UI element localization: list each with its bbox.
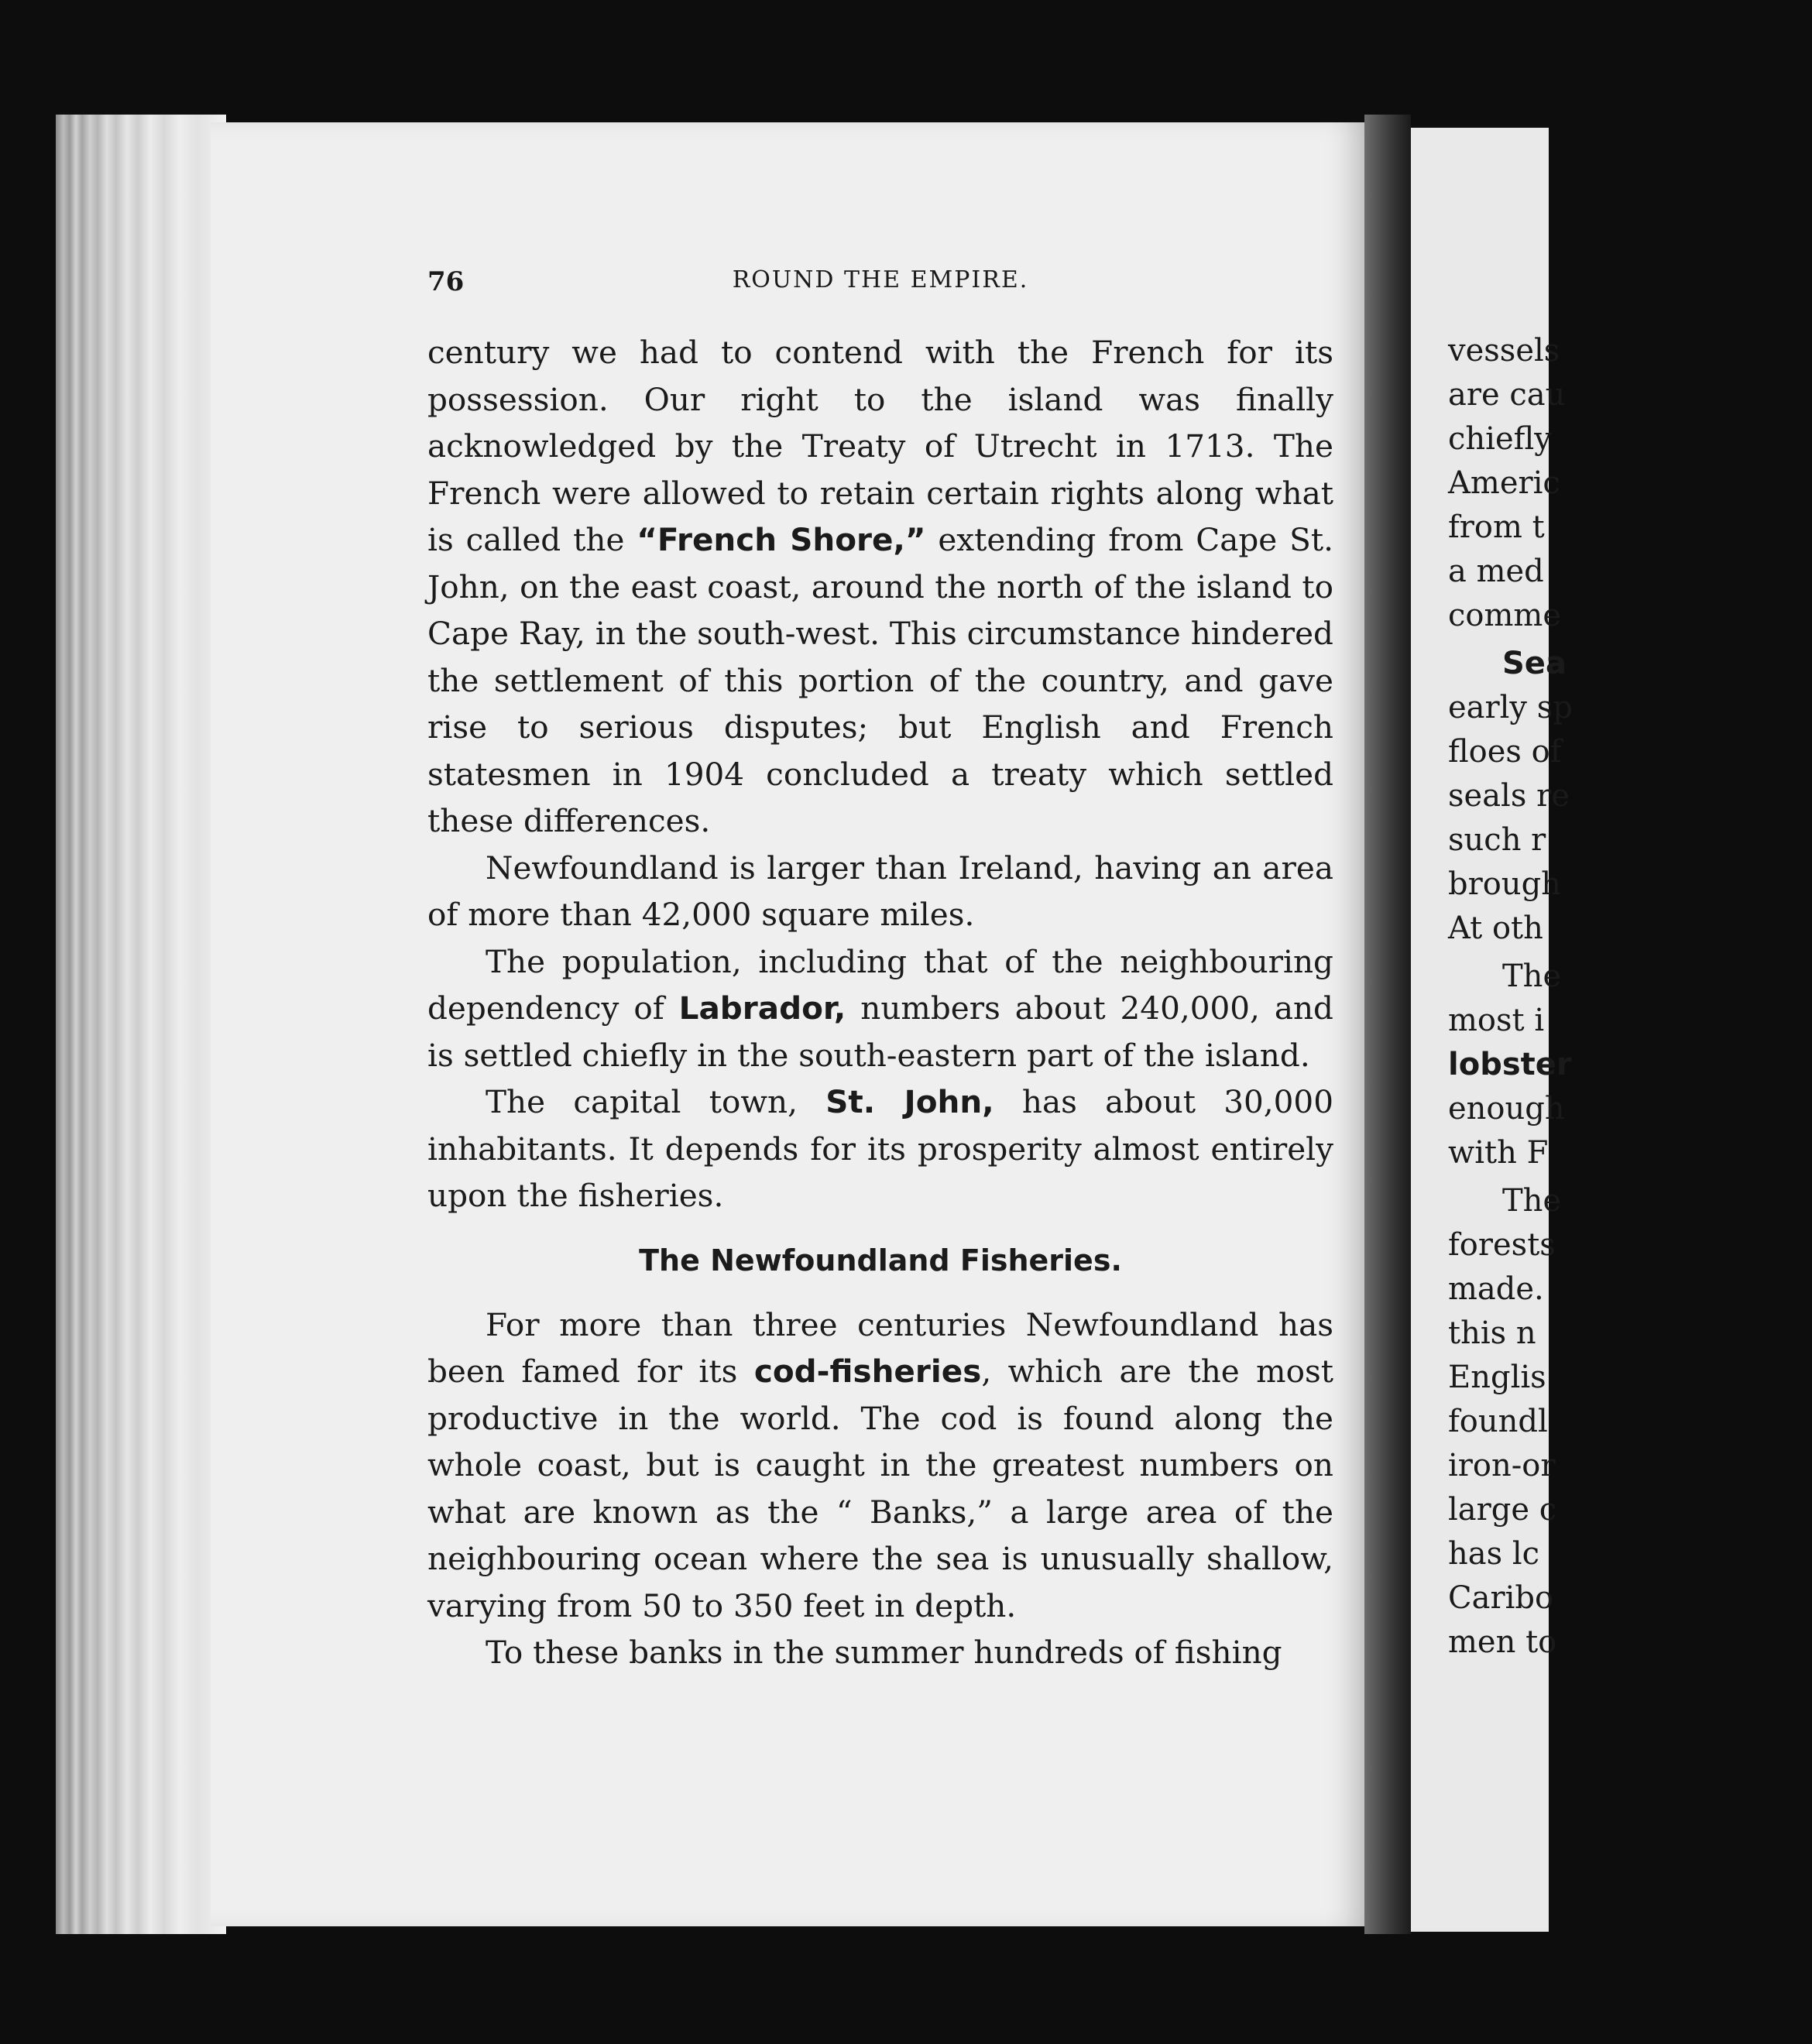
text-run: For more than three centuries Newfoundland has been famed for its xyxy=(427,1305,1333,1390)
facing-line: a med xyxy=(1448,554,1544,589)
bold-term: St. John, xyxy=(825,1083,994,1120)
facing-line: lobster xyxy=(1448,1047,1572,1082)
paragraph xyxy=(427,329,1333,845)
facing-line: men to xyxy=(1448,1624,1557,1660)
text-run: numbers about 240,000, and is settled chiefly in the south-eastern part of the island. xyxy=(427,989,1333,1074)
facing-line: from t xyxy=(1448,509,1545,545)
text-run: The capital town, xyxy=(486,1083,826,1120)
running-title: ROUND THE EMPIRE. xyxy=(732,266,1029,293)
facing-line: this n xyxy=(1448,1315,1536,1351)
facing-line: iron-or xyxy=(1448,1448,1556,1483)
bold-term: Labrador, xyxy=(678,989,846,1027)
paragraph xyxy=(427,1302,1333,1630)
page-number: 76 xyxy=(427,266,465,297)
facing-line: comme xyxy=(1448,598,1562,633)
bold-term: “French Shore,” xyxy=(637,521,926,558)
page-edges xyxy=(56,115,226,1934)
facing-line: enough xyxy=(1448,1091,1565,1127)
facing-line: The xyxy=(1502,1183,1562,1219)
text-run: , which are the most productive in the world. The cod is found along the whole coast, but is caught in the greatest numbers on what are known as the “ Banks,” a large area of the neighbouring ocean where the sea is unusually shallow, varying from 50 to 350 feet in depth. xyxy=(427,1353,1334,1624)
text-run: The population, including that of the neighbouring dependency of xyxy=(427,942,1333,1027)
facing-line: The xyxy=(1502,959,1562,994)
facing-line: Englis xyxy=(1448,1360,1546,1395)
facing-line: made. xyxy=(1448,1271,1544,1307)
section-heading: The Newfoundland Fisheries. xyxy=(639,1243,1122,1278)
facing-line: early sp xyxy=(1448,690,1573,725)
facing-line: has lc xyxy=(1448,1536,1540,1572)
facing-line: with F xyxy=(1448,1135,1549,1171)
facing-line: forests xyxy=(1448,1227,1556,1263)
text-run: extending from Cape St. John, on the east coast, around the north of the island to Cape Ray, in the south-west. This circumstance hindered the settlement of this portion of the country, and gave rise to serious disputes; but English and French statesmen in 1904 concluded a treaty which settled these differences. xyxy=(427,521,1334,839)
running-head xyxy=(427,263,1333,302)
facing-line: chiefly xyxy=(1448,421,1552,457)
facing-line: floes of xyxy=(1448,734,1562,770)
paragraph: To these banks in the summer hundreds of fishing xyxy=(486,1634,1282,1671)
facing-line: brough xyxy=(1448,866,1561,902)
facing-page xyxy=(1411,128,1573,1932)
text-run: has about 30,000 inhabitants. It depends for its prosperity almost entirely upon the fisheries. xyxy=(427,1083,1333,1214)
facing-line: seals re xyxy=(1448,778,1570,814)
body-text xyxy=(427,329,1333,1676)
facing-line: such r xyxy=(1448,822,1546,858)
facing-line: Americ xyxy=(1448,465,1560,501)
book-gutter-shadow xyxy=(1364,115,1411,1934)
facing-line: At oth xyxy=(1448,911,1543,946)
facing-line: vessels xyxy=(1448,333,1560,369)
bold-term: cod-fisheries xyxy=(753,1353,982,1390)
paragraph xyxy=(427,1079,1333,1219)
facing-line: Sea xyxy=(1502,646,1567,681)
facing-line: most i xyxy=(1448,1003,1545,1038)
facing-line: Caribo xyxy=(1448,1580,1554,1616)
text-run: century we had to contend with the French for its possession. Our right to the island was finally acknowledged by the Treaty of Utrecht in 1713. The French were allowed to retain certain rights along what is called the xyxy=(427,334,1333,558)
facing-line: foundl xyxy=(1448,1404,1548,1439)
facing-line: large c xyxy=(1448,1492,1557,1528)
facing-line: are cau xyxy=(1448,377,1566,413)
paragraph xyxy=(427,938,1333,1079)
paragraph: Newfoundland is larger than Ireland, having an area of more than 42,000 square miles. xyxy=(427,849,1333,933)
